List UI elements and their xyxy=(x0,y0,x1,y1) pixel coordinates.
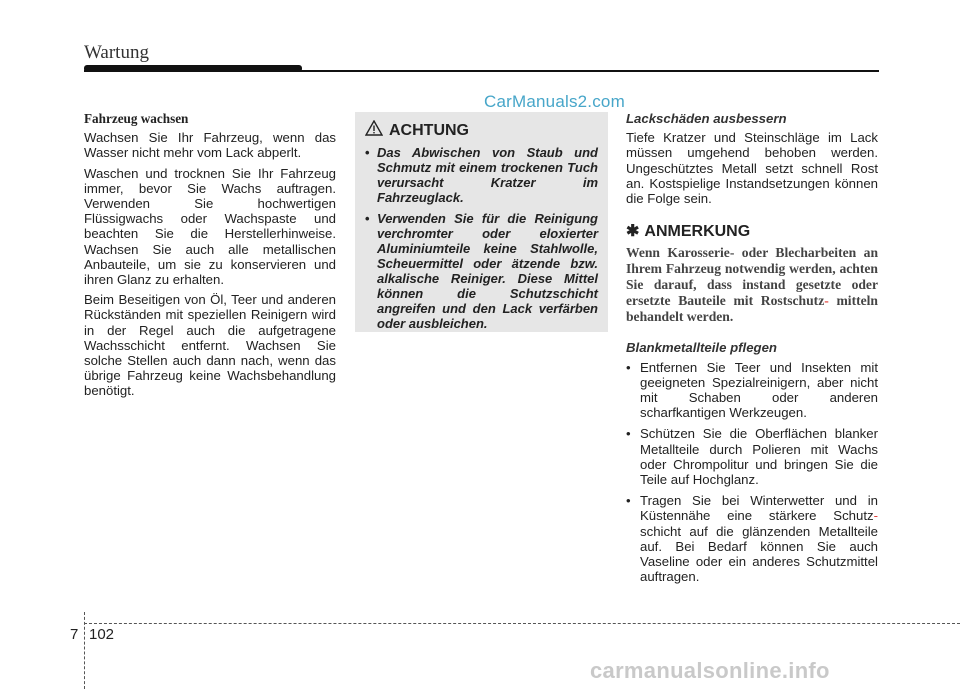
paragraph: Waschen und trocknen Sie Ihr Fahrzeug immer, bevor Sie Wachs auftragen. Verwenden Sie hochwertigen Flüssigwachs oder Wachspaste und beachten Sie die Herstellerhinweise. Wachsen Sie auch alle metallischen Anbauteile, um sie zu konservieren und ihren Glanz zu erhalten. xyxy=(84,165,336,288)
warning-header xyxy=(365,120,598,141)
watermark-bottom: carmanualsonline.info xyxy=(590,658,830,683)
paragraph: Wachsen Sie Ihr Fahrzeug, wenn das Wasser nicht mehr vom Lack abperlt. xyxy=(84,130,336,161)
note-text: Wenn Karosserie- oder Blecharbeiten an Ihrem Fahrzeug notwendig werden, achten Sie darauf, dass instand gesetzte oder ersetzte Bauteile mit Rostschutz- mitteln behandelt werden. xyxy=(626,245,878,324)
page-number: 102 xyxy=(89,626,115,643)
warning-title: ACHTUNG xyxy=(389,121,469,139)
hyphen-mark: - xyxy=(873,508,878,524)
watermark-top: CarManuals2.com xyxy=(484,92,625,111)
note-title: ANMERKUNG xyxy=(644,223,751,241)
note-header xyxy=(626,224,878,239)
metal-care-list xyxy=(626,360,878,585)
warning-item: • Verwenden Sie für die Reinigung verchromter oder eloxierter Aluminiumteile keine Stahlwolle, Scheuermittel oder ätzende bzw. alkalische Reiniger. Diese Mittel können die Schutzschicht angreifen und den Lack verfärben oder ausbleichen. xyxy=(365,211,598,331)
warning-triangle-icon xyxy=(365,120,383,141)
paragraph: Beim Beseitigen von Öl, Teer und anderen Rückständen mit speziellen Reinigern wird in der Regel auch die aufgetragene Wachsschicht entfernt. Wachsen Sie solche Stellen auch dann nach, wenn das übrige Fahrzeug keine Wachsbehandlung benötigt. xyxy=(84,292,336,399)
warning-list xyxy=(365,145,598,331)
paragraph: Tiefe Kratzer und Steinschläge im Lack müssen umgehend behoben werden. Ungeschütztes Metall setzt schnell Rost an. Kostspielige Instandsetzungen können die Folge sein. xyxy=(626,130,878,207)
list-item: • Schützen Sie die Oberflächen blanker Metallteile durch Polieren mit Wachs oder Chrompolitur und bringen Sie die Teile auf Hochglanz. xyxy=(626,426,878,488)
list-item: • Tragen Sie bei Winterwetter und in Küstennähe eine stärkere Schutz- schicht auf die glänzenden Metallteile auf. Bei Bedarf können Sie auch Vaseline oder ein anderes Schutzmittel auftragen. xyxy=(626,493,878,585)
header-rule-thin xyxy=(84,70,879,72)
footer-divider xyxy=(84,612,85,689)
warning-box xyxy=(355,112,608,332)
footer-rule xyxy=(84,623,960,624)
hyphen-mark: - xyxy=(824,292,829,308)
left-column xyxy=(84,111,336,404)
list-item: • Entfernen Sie Teer und Insekten mit geeigneten Spezialreinigern, aber nicht mit Schaben oder anderen scharfkantigen Werkzeugen. xyxy=(626,359,878,421)
section-heading-metal: Blankmetallteile pflegen xyxy=(626,340,777,356)
right-column xyxy=(626,111,878,590)
asterisk-icon: ✱ xyxy=(626,223,640,241)
page-header-title: Wartung xyxy=(84,42,149,63)
warning-item: • Das Abwischen von Staub und Schmutz mit einem trockenen Tuch verursacht Kratzer im Fahrzeuglack. xyxy=(365,145,598,205)
section-heading-wax: Fahrzeug wachsen xyxy=(84,111,189,126)
section-heading-paint: Lackschäden ausbessern xyxy=(626,111,787,126)
chapter-number: 7 xyxy=(70,626,79,643)
